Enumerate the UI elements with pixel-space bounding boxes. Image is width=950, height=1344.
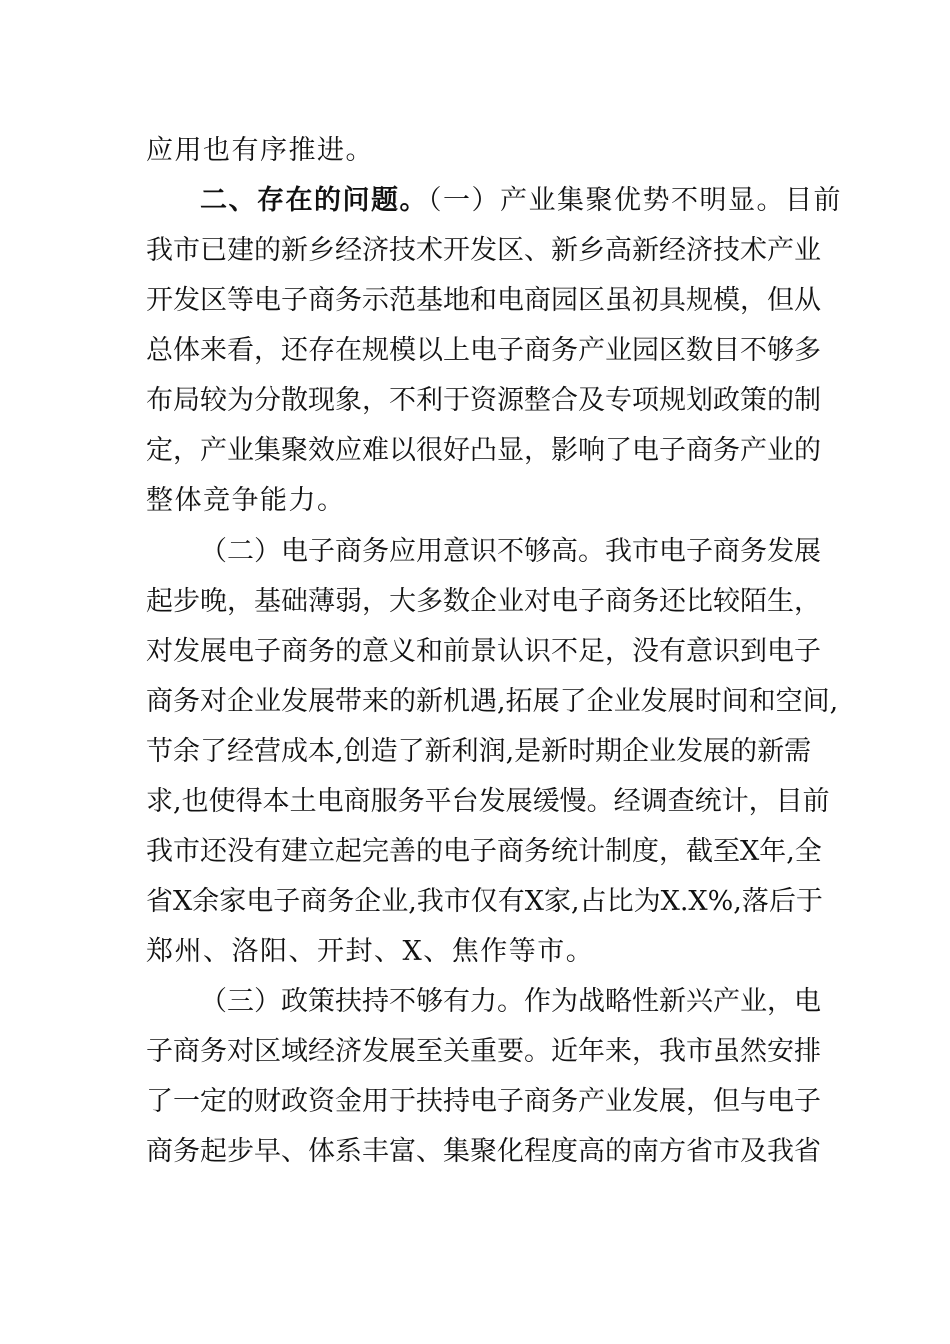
text-line: 我市还没有建立起完善的电子商务统计制度，截至X年,全: [146, 836, 822, 867]
text-line: 节余了经营成本,创造了新利润,是新时期企业发展的新需: [146, 736, 812, 767]
text-line: 了一定的财政资金用于扶持电子商务产业发展，但与电子: [146, 1086, 821, 1117]
text-line: 子商务对区域经济发展至关重要。近年来，我市虽然安排: [146, 1036, 821, 1067]
text-line: 定，产业集聚效应难以很好凸显，影响了电子商务产业的: [146, 435, 821, 466]
text-line: 应用也有序推进。: [146, 135, 374, 166]
paragraph-three-start: （三）政策扶持不够有力。作为战略性新兴产业，电: [200, 986, 821, 1017]
text-line: 整体竞争能力。: [146, 485, 346, 516]
paragraph-two-start: （二）电子商务应用意识不够高。我市电子商务发展: [200, 536, 821, 567]
text-line: 省X余家电子商务企业,我市仅有X家,占比为X.X%,落后于: [146, 886, 823, 917]
text-line: 商务起步早、体系丰富、集聚化程度高的南方省市及我省: [146, 1136, 821, 1167]
text-line: 开发区等电子商务示范基地和电商园区虽初具规模，但从: [146, 285, 821, 316]
text-line: 总体来看，还存在规模以上电子商务产业园区数目不够多: [146, 335, 821, 366]
text-line: 商务对企业发展带来的新机遇,拓展了企业发展时间和空间,: [146, 686, 839, 717]
text-line: 对发展电子商务的意义和前景认识不足，没有意识到电子: [146, 636, 821, 667]
text-line: 郑州、洛阳、开封、X、焦作等市。: [146, 936, 595, 967]
section-heading-line: [200, 176, 842, 226]
subheading-one: （一）产业集聚优势不明显。目前: [428, 185, 842, 216]
text-line: 我市已建的新乡经济技术开发区、新乡高新经济技术产业: [146, 235, 821, 266]
section-heading: 二、存在的问题。: [200, 185, 428, 216]
text-line: 布局较为分散现象，不利于资源整合及专项规划政策的制: [146, 385, 821, 416]
text-line: 起步晚，基础薄弱，大多数企业对电子商务还比较陌生，: [146, 586, 821, 617]
text-line: 求,也使得本土电商服务平台发展缓慢。经调查统计，目前: [146, 786, 830, 817]
